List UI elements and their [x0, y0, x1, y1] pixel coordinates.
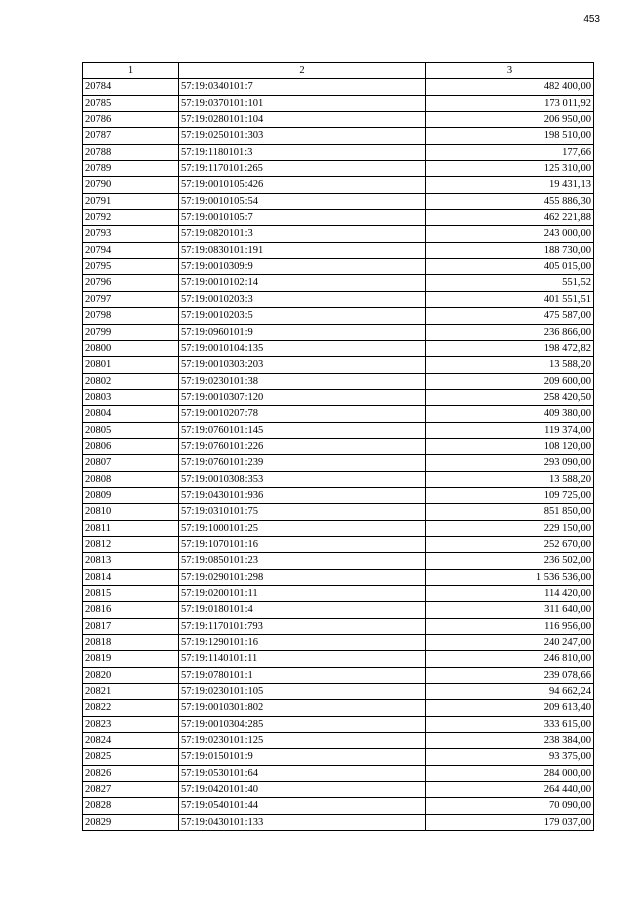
cadastral-number-cell: 57:19:1290101:16 [179, 635, 426, 651]
cadastral-number-cell: 57:19:0540101:44 [179, 798, 426, 814]
cadastral-number-cell: 57:19:0830101:191 [179, 242, 426, 258]
cadastral-number-cell: 57:19:0010203:5 [179, 308, 426, 324]
table-row [83, 651, 594, 667]
table-row [83, 798, 594, 814]
row-number-cell: 20798 [83, 308, 179, 324]
table-row [83, 700, 594, 716]
value-cell: 246 810,00 [426, 651, 594, 667]
cadastral-number-cell: 57:19:0530101:64 [179, 765, 426, 781]
table-row [83, 814, 594, 830]
value-cell: 209 600,00 [426, 373, 594, 389]
row-number-cell: 20802 [83, 373, 179, 389]
value-cell: 94 662,24 [426, 684, 594, 700]
row-number-cell: 20784 [83, 79, 179, 95]
table-row [83, 389, 594, 405]
value-cell: 240 247,00 [426, 635, 594, 651]
table-row [83, 291, 594, 307]
value-cell: 13 588,20 [426, 357, 594, 373]
table-row [83, 144, 594, 160]
cadastral-number-cell: 57:19:0850101:23 [179, 553, 426, 569]
table-row [83, 553, 594, 569]
row-number-cell: 20825 [83, 749, 179, 765]
row-number-cell: 20816 [83, 602, 179, 618]
table-row [83, 112, 594, 128]
cadastral-number-cell: 57:19:0180101:4 [179, 602, 426, 618]
table-row [83, 667, 594, 683]
row-number-cell: 20822 [83, 700, 179, 716]
cadastral-number-cell: 57:19:0010105:426 [179, 177, 426, 193]
value-cell: 198 472,82 [426, 340, 594, 356]
value-cell: 258 420,50 [426, 389, 594, 405]
value-cell: 109 725,00 [426, 487, 594, 503]
row-number-cell: 20815 [83, 586, 179, 602]
row-number-cell: 20826 [83, 765, 179, 781]
row-number-cell: 20828 [83, 798, 179, 814]
cadastral-number-cell: 57:19:0780101:1 [179, 667, 426, 683]
table-row [83, 487, 594, 503]
table-row [83, 438, 594, 454]
cadastral-number-cell: 57:19:0010102:14 [179, 275, 426, 291]
value-cell: 851 850,00 [426, 504, 594, 520]
cadastral-number-cell: 57:19:0290101:298 [179, 569, 426, 585]
cadastral-number-cell: 57:19:0420101:40 [179, 782, 426, 798]
value-cell: 198 510,00 [426, 128, 594, 144]
row-number-cell: 20789 [83, 161, 179, 177]
value-cell: 125 310,00 [426, 161, 594, 177]
row-number-cell: 20808 [83, 471, 179, 487]
value-cell: 70 090,00 [426, 798, 594, 814]
value-cell: 173 011,92 [426, 95, 594, 111]
table-row [83, 275, 594, 291]
cadastral-number-cell: 57:19:0250101:303 [179, 128, 426, 144]
table-row [83, 635, 594, 651]
value-cell: 236 502,00 [426, 553, 594, 569]
cadastral-number-cell: 57:19:1170101:265 [179, 161, 426, 177]
value-cell: 19 431,13 [426, 177, 594, 193]
value-cell: 13 588,20 [426, 471, 594, 487]
value-cell: 243 000,00 [426, 226, 594, 242]
table-row [83, 536, 594, 552]
value-cell: 455 886,30 [426, 193, 594, 209]
row-number-cell: 20823 [83, 716, 179, 732]
table-row [83, 259, 594, 275]
row-number-cell: 20805 [83, 422, 179, 438]
table-row [83, 242, 594, 258]
cadastral-number-cell: 57:19:0280101:104 [179, 112, 426, 128]
cadastral-number-cell: 57:19:0010304:285 [179, 716, 426, 732]
value-cell: 333 615,00 [426, 716, 594, 732]
row-number-cell: 20812 [83, 536, 179, 552]
row-number-cell: 20801 [83, 357, 179, 373]
cadastral-number-cell: 57:19:0230101:105 [179, 684, 426, 700]
row-number-cell: 20818 [83, 635, 179, 651]
row-number-cell: 20813 [83, 553, 179, 569]
cadastral-number-cell: 57:19:0760101:145 [179, 422, 426, 438]
row-number-cell: 20785 [83, 95, 179, 111]
table-row [83, 357, 594, 373]
cadastral-number-cell: 57:19:0760101:239 [179, 455, 426, 471]
cadastral-number-cell: 57:19:0430101:936 [179, 487, 426, 503]
row-number-cell: 20814 [83, 569, 179, 585]
page-number: 453 [583, 14, 600, 25]
table-row [83, 340, 594, 356]
row-number-cell: 20796 [83, 275, 179, 291]
cadastral-number-cell: 57:19:0430101:133 [179, 814, 426, 830]
cadastral-number-cell: 57:19:0820101:3 [179, 226, 426, 242]
row-number-cell: 20800 [83, 340, 179, 356]
table-row [83, 210, 594, 226]
row-number-cell: 20786 [83, 112, 179, 128]
value-cell: 1 536 536,00 [426, 569, 594, 585]
row-number-cell: 20799 [83, 324, 179, 340]
row-number-cell: 20827 [83, 782, 179, 798]
row-number-cell: 20820 [83, 667, 179, 683]
row-number-cell: 20797 [83, 291, 179, 307]
table-row [83, 455, 594, 471]
table-row [83, 324, 594, 340]
value-cell: 114 420,00 [426, 586, 594, 602]
cadastral-number-cell: 57:19:0370101:101 [179, 95, 426, 111]
cadastral-number-cell: 57:19:0010307:120 [179, 389, 426, 405]
value-cell: 264 440,00 [426, 782, 594, 798]
value-cell: 209 613,40 [426, 700, 594, 716]
table-row [83, 79, 594, 95]
value-cell: 475 587,00 [426, 308, 594, 324]
row-number-cell: 20787 [83, 128, 179, 144]
cadastral-number-cell: 57:19:0310101:75 [179, 504, 426, 520]
cadastral-number-cell: 57:19:0010301:802 [179, 700, 426, 716]
table-row [83, 586, 594, 602]
table-row [83, 569, 594, 585]
value-cell: 405 015,00 [426, 259, 594, 275]
table-row [83, 602, 594, 618]
table-row [83, 749, 594, 765]
cadastral-number-cell: 57:19:0340101:7 [179, 79, 426, 95]
row-number-cell: 20810 [83, 504, 179, 520]
cadastral-number-cell: 57:19:1140101:11 [179, 651, 426, 667]
value-cell: 409 380,00 [426, 406, 594, 422]
row-number-cell: 20803 [83, 389, 179, 405]
cadastral-number-cell: 57:19:1070101:16 [179, 536, 426, 552]
table-row [83, 406, 594, 422]
value-cell: 239 078,66 [426, 667, 594, 683]
row-number-cell: 20807 [83, 455, 179, 471]
value-cell: 238 384,00 [426, 733, 594, 749]
table-row [83, 733, 594, 749]
cadastral-number-cell: 57:19:0010203:3 [179, 291, 426, 307]
value-cell: 119 374,00 [426, 422, 594, 438]
value-cell: 206 950,00 [426, 112, 594, 128]
row-number-cell: 20817 [83, 618, 179, 634]
value-cell: 293 090,00 [426, 455, 594, 471]
value-cell: 108 120,00 [426, 438, 594, 454]
cadastral-number-cell: 57:19:0150101:9 [179, 749, 426, 765]
cadastral-number-cell: 57:19:0230101:38 [179, 373, 426, 389]
row-number-cell: 20809 [83, 487, 179, 503]
row-number-cell: 20788 [83, 144, 179, 160]
table-row [83, 177, 594, 193]
value-cell: 188 730,00 [426, 242, 594, 258]
value-cell: 236 866,00 [426, 324, 594, 340]
value-cell: 252 670,00 [426, 536, 594, 552]
table-row [83, 471, 594, 487]
value-cell: 229 150,00 [426, 520, 594, 536]
cadastral-number-cell: 57:19:0960101:9 [179, 324, 426, 340]
table-row [83, 128, 594, 144]
cadastral-number-cell: 57:19:1000101:25 [179, 520, 426, 536]
value-cell: 116 956,00 [426, 618, 594, 634]
value-cell: 177,66 [426, 144, 594, 160]
table-row [83, 504, 594, 520]
cadastral-number-cell: 57:19:0010303:203 [179, 357, 426, 373]
table-row [83, 520, 594, 536]
row-number-cell: 20824 [83, 733, 179, 749]
table-row [83, 373, 594, 389]
table-row [83, 422, 594, 438]
registry-table [82, 62, 594, 831]
table-row [83, 684, 594, 700]
table-row [83, 716, 594, 732]
table-row [83, 765, 594, 781]
value-cell: 179 037,00 [426, 814, 594, 830]
table-row [83, 226, 594, 242]
cadastral-number-cell: 57:19:1170101:793 [179, 618, 426, 634]
table-row [83, 618, 594, 634]
row-number-cell: 20792 [83, 210, 179, 226]
cadastral-number-cell: 57:19:0010104:135 [179, 340, 426, 356]
value-cell: 482 400,00 [426, 79, 594, 95]
cadastral-number-cell: 57:19:0010207:78 [179, 406, 426, 422]
cadastral-number-cell: 57:19:0200101:11 [179, 586, 426, 602]
column-header-1: 1 [83, 63, 179, 79]
cadastral-number-cell: 57:19:1180101:3 [179, 144, 426, 160]
row-number-cell: 20821 [83, 684, 179, 700]
value-cell: 93 375,00 [426, 749, 594, 765]
value-cell: 284 000,00 [426, 765, 594, 781]
cadastral-number-cell: 57:19:0230101:125 [179, 733, 426, 749]
row-number-cell: 20790 [83, 177, 179, 193]
cadastral-number-cell: 57:19:0010105:7 [179, 210, 426, 226]
table-row [83, 95, 594, 111]
cadastral-number-cell: 57:19:0010308:353 [179, 471, 426, 487]
value-cell: 462 221,88 [426, 210, 594, 226]
table-row [83, 161, 594, 177]
value-cell: 311 640,00 [426, 602, 594, 618]
column-header-3: 3 [426, 63, 594, 79]
row-number-cell: 20791 [83, 193, 179, 209]
row-number-cell: 20795 [83, 259, 179, 275]
row-number-cell: 20811 [83, 520, 179, 536]
cadastral-number-cell: 57:19:0010309:9 [179, 259, 426, 275]
row-number-cell: 20829 [83, 814, 179, 830]
row-number-cell: 20793 [83, 226, 179, 242]
cadastral-number-cell: 57:19:0760101:226 [179, 438, 426, 454]
table-row [83, 193, 594, 209]
table-row [83, 782, 594, 798]
value-cell: 551,52 [426, 275, 594, 291]
table-header-row [83, 63, 594, 79]
value-cell: 401 551,51 [426, 291, 594, 307]
column-header-2: 2 [179, 63, 426, 79]
table-body [83, 79, 594, 831]
cadastral-number-cell: 57:19:0010105:54 [179, 193, 426, 209]
row-number-cell: 20819 [83, 651, 179, 667]
row-number-cell: 20794 [83, 242, 179, 258]
row-number-cell: 20804 [83, 406, 179, 422]
row-number-cell: 20806 [83, 438, 179, 454]
table-row [83, 308, 594, 324]
